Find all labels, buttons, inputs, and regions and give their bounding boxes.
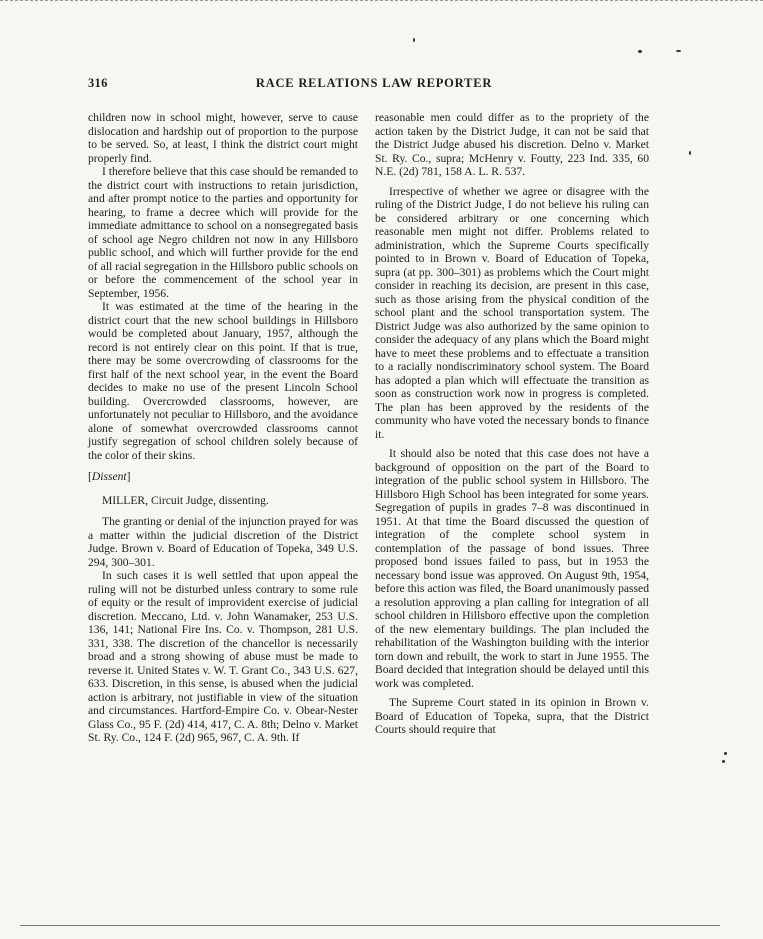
scan-speck (413, 38, 415, 42)
scan-speck (638, 50, 642, 53)
left-column (88, 111, 358, 745)
paragraph: The granting or denial of the injunction prayed for was a matter within the judicial discretion of the District Judge. Brown v. Board of Education of Topeka, 349 U.S. 294, 300–301. (88, 515, 358, 569)
paragraph: It should also be noted that this case does not have a background of opposition on the part of the Board to integration of the public school system in Hillsboro. The Hillsboro High School has been integrated for some years. Segregation of pupils in grades 7–8 was discontinued in 1951. At that time the Board discussed the question of integration of the complete school system in contemplation of the passage of bond issues. Three proposed bond issues failed to pass, but in 1953 the necessary bond issue was approved. On August 9th, 1954, before this action was filed, the Board unanimously passed a resolution approving a plan calling for integration of all school children in Hillsboro effective upon the completion of the new elementary buildings. The plan included the rehabilitation of the Washington building with the interior torn down and rebuilt, the work to start in June 1955. The Board decided that integration should be delayed until this work was completed. (375, 447, 649, 690)
scan-speck (676, 50, 681, 52)
section-label (88, 470, 358, 484)
section-label-close: ] (126, 470, 131, 483)
paragraph: reasonable men could differ as to the propriety of the action taken by the District Judge, it can not be said that the District Judge abused his discretion. Delno v. Market St. Ry. Co., supra; McHenry v. Foutty, 223 Ind. 335, 60 N.E. (2d) 781, 158 A. L. R. 537. (375, 111, 649, 178)
paragraph: The Supreme Court stated in its opinion in Brown v. Board of Education of Topeka, supra, that the District Courts should require that (375, 696, 649, 736)
paragraph: In such cases it is well settled that upon appeal the ruling will not be disturbed unless contrary to some rule of equity or the result of improvident exercise of judicial discretion. Meccano, Ltd. v. John Wanamaker, 253 U.S. 136, 141; National Fire Ins. Co. v. Thompson, 281 U.S. 331, 338. The discretion of the chancellor is necessarily broad and a strong showing of abuse must be made to reverse it. United States v. W. T. Grant Co., 343 U.S. 627, 633. Discretion, in this sense, is abused when the judicial action is arbitrary, not justifiable in view of the situation and circumstances. Hartford-Empire Co. v. Obear-Nester Glass Co., 95 F. (2d) 414, 417, C. A. 8th; Delno v. Market St. Ry. Co., 124 F. (2d) 965, 967, C. A. 9th. If (88, 569, 358, 744)
page-number: 316 (88, 76, 108, 90)
paragraph: children now in school might, however, serve to cause dislocation and hardship out of proportion to the purpose to be served. So, at least, I think the district court might properly find. (88, 111, 358, 165)
scan-edge-bottom (20, 925, 720, 926)
paragraph: I therefore believe that this case should be remanded to the district court with instructions to retain jurisdiction, and after prompt notice to the parties and opportunity for hearing, to frame a decree which will provide for the immediate admittance to school on a nonsegregated basis of school age Negro children not now in any Hillsboro public school, and which will further provide for the end of all racial segregation in the Hillsboro public schools on or before the commencement of the school year in September, 1956. (88, 165, 358, 300)
right-column (375, 111, 649, 737)
page-header (88, 76, 660, 94)
scan-speck (722, 760, 725, 763)
scan-speck (724, 752, 727, 755)
paragraph: Irrespective of whether we agree or disagree with the ruling of the District Judge, I do not believe his ruling can be considered arbitrary or one concerning which reasonable men might not differ. Problems related to administration, which the Supreme Courts specifically pointed to in Brown v. Board of Education of Topeka, supra (at pp. 300–301) as problems which the Court might consider in reaching its decision, are present in this case, such as those arising from the physical condition of the school plant and the school transportation system. The District Judge was also authorized by the same opinion to consider the adequacy of any plans which the Board might have to meet these problems and to effectuate a transition to a racially nondiscriminatory school system. The Board has adopted a plan which will effectuate the transition as soon as construction work now in progress is completed. The plan has been approved by the residents of the community who have voted the necessary bonds to finance it. (375, 184, 649, 441)
scan-edge-top (0, 0, 763, 5)
scan-speck (689, 151, 691, 155)
section-label-text: Dissent (91, 470, 127, 483)
judge-line: MILLER, Circuit Judge, dissenting. (102, 493, 269, 507)
section-label-open: [ (88, 470, 92, 483)
running-head: RACE RELATIONS LAW REPORTER (255, 76, 493, 90)
paragraph: It was estimated at the time of the hearing in the district court that the new school buildings in Hillsboro would be completed about January, 1957, although the record is not entirely clear on this point. If that is true, there may be some overcrowding of classrooms for the first half of the next school year, in the event the Board decides to make no use of the present Lincoln School building. Overcrowded classrooms, however, are unfortunately not peculiar to Hillsboro, and the avoidance alone of somewhat overcrowded classrooms cannot justify segregation of school children solely because of the color of their skins. (88, 300, 358, 462)
